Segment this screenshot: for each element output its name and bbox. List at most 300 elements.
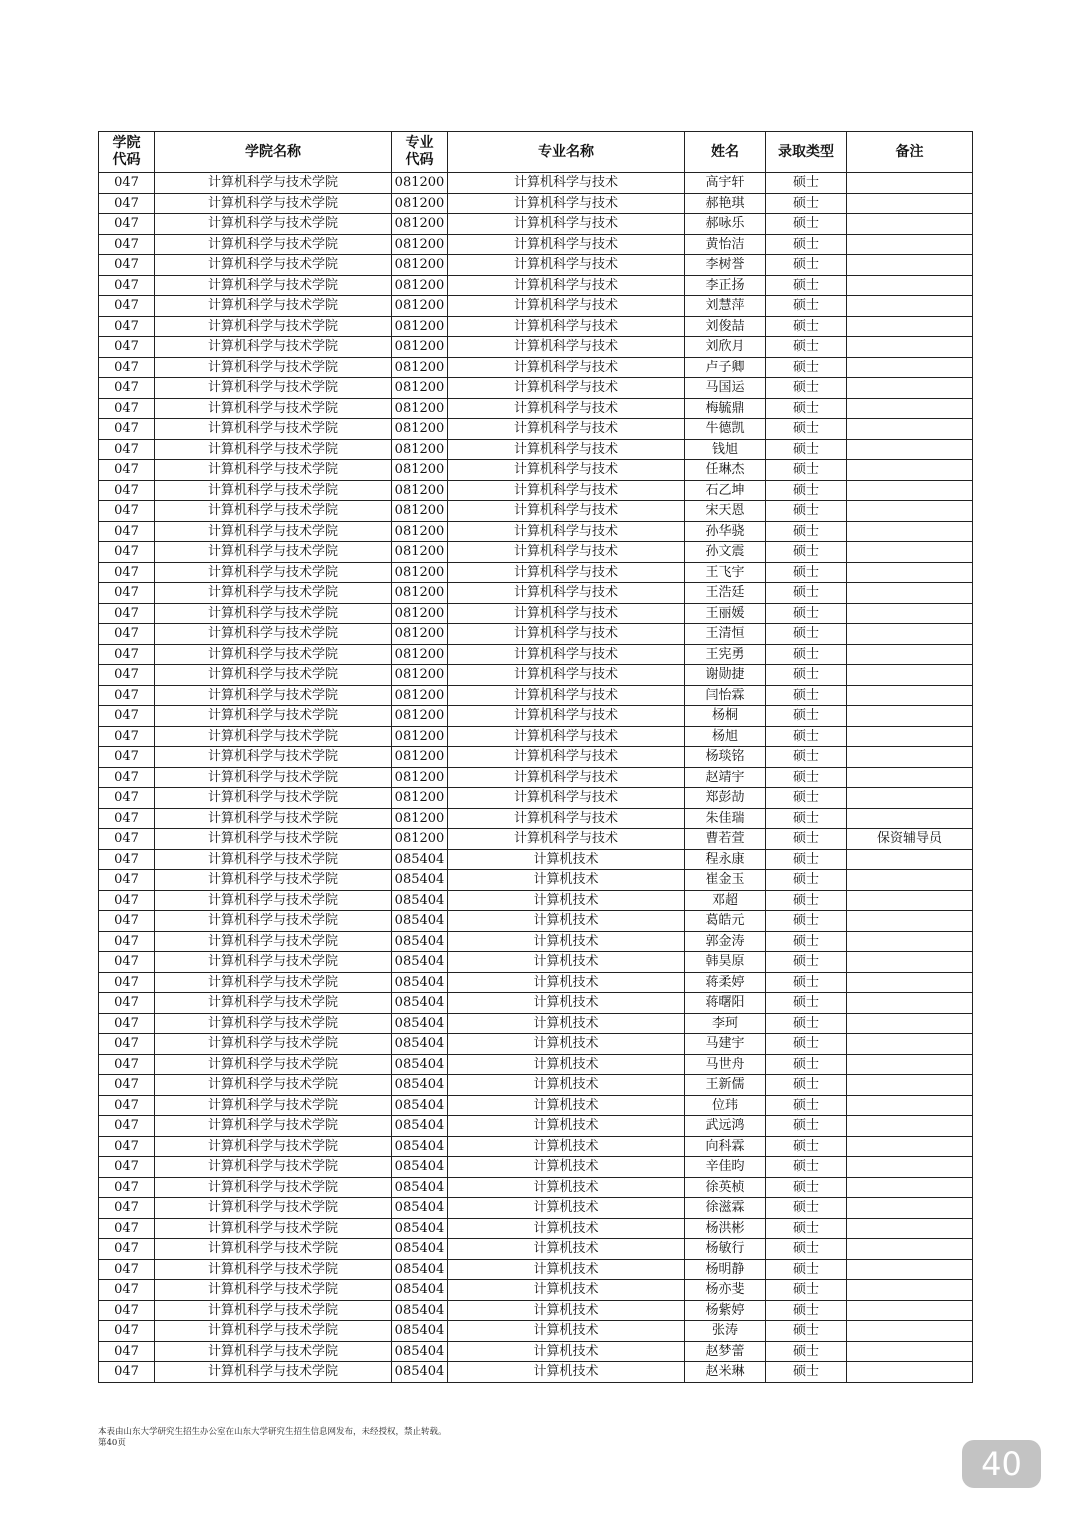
major-name-cell: 计算机科学与技术 bbox=[448, 173, 685, 194]
remarks-cell bbox=[847, 849, 973, 870]
major-name-cell: 计算机科学与技术 bbox=[448, 767, 685, 788]
major-code-cell: 085404 bbox=[392, 1198, 448, 1219]
student-name-cell: 杨明静 bbox=[685, 1259, 766, 1280]
admission-type-cell: 硕士 bbox=[766, 316, 847, 337]
admission-type-cell: 硕士 bbox=[766, 624, 847, 645]
college-code-cell: 047 bbox=[99, 747, 155, 768]
admission-type-cell: 硕士 bbox=[766, 275, 847, 296]
footer-notice: 本表由山东大学研究生招生办公室在山东大学研究生招生信息网发布，未经授权，禁止转载。 bbox=[98, 1427, 447, 1437]
table-row bbox=[99, 193, 973, 214]
table-row bbox=[99, 911, 973, 932]
admission-type-cell: 硕士 bbox=[766, 1013, 847, 1034]
college-name-cell: 计算机科学与技术学院 bbox=[155, 439, 392, 460]
college-code-cell: 047 bbox=[99, 911, 155, 932]
college-name-cell: 计算机科学与技术学院 bbox=[155, 337, 392, 358]
table-row bbox=[99, 1116, 973, 1137]
major-code-cell: 081200 bbox=[392, 193, 448, 214]
table-row bbox=[99, 1136, 973, 1157]
major-name-cell: 计算机技术 bbox=[448, 1034, 685, 1055]
college-name-cell: 计算机科学与技术学院 bbox=[155, 911, 392, 932]
college-name-cell: 计算机科学与技术学院 bbox=[155, 398, 392, 419]
college-name-cell: 计算机科学与技术学院 bbox=[155, 460, 392, 481]
admission-type-cell: 硕士 bbox=[766, 173, 847, 194]
admission-type-cell: 硕士 bbox=[766, 234, 847, 255]
col-header-major-code: 专业 代码 bbox=[392, 132, 448, 173]
col-header-name: 姓名 bbox=[685, 132, 766, 173]
admission-type-cell: 硕士 bbox=[766, 644, 847, 665]
major-code-cell: 081200 bbox=[392, 419, 448, 440]
college-code-cell: 047 bbox=[99, 316, 155, 337]
page-number-badge: 40 bbox=[962, 1440, 1041, 1488]
remarks-cell bbox=[847, 480, 973, 501]
table-row bbox=[99, 173, 973, 194]
major-code-cell: 085404 bbox=[392, 1095, 448, 1116]
college-name-cell: 计算机科学与技术学院 bbox=[155, 296, 392, 317]
college-code-cell: 047 bbox=[99, 993, 155, 1014]
major-name-cell: 计算机技术 bbox=[448, 1239, 685, 1260]
remarks-cell bbox=[847, 931, 973, 952]
major-code-cell: 085404 bbox=[392, 931, 448, 952]
student-name-cell: 葛皓元 bbox=[685, 911, 766, 932]
major-name-cell: 计算机技术 bbox=[448, 1198, 685, 1219]
college-name-cell: 计算机科学与技术学院 bbox=[155, 1218, 392, 1239]
student-name-cell: 高宇轩 bbox=[685, 173, 766, 194]
college-name-cell: 计算机科学与技术学院 bbox=[155, 275, 392, 296]
major-code-cell: 085404 bbox=[392, 890, 448, 911]
major-code-cell: 085404 bbox=[392, 1362, 448, 1383]
admission-type-cell: 硕士 bbox=[766, 890, 847, 911]
student-name-cell: 黄怡洁 bbox=[685, 234, 766, 255]
college-code-cell: 047 bbox=[99, 1280, 155, 1301]
admission-type-cell: 硕士 bbox=[766, 460, 847, 481]
admission-type-cell: 硕士 bbox=[766, 1034, 847, 1055]
remarks-cell bbox=[847, 275, 973, 296]
major-name-cell: 计算机科学与技术 bbox=[448, 460, 685, 481]
remarks-cell bbox=[847, 521, 973, 542]
student-name-cell: 刘慧萍 bbox=[685, 296, 766, 317]
college-name-cell: 计算机科学与技术学院 bbox=[155, 870, 392, 891]
table-row bbox=[99, 501, 973, 522]
admission-table bbox=[98, 131, 973, 1383]
college-name-cell: 计算机科学与技术学院 bbox=[155, 624, 392, 645]
college-code-cell: 047 bbox=[99, 1157, 155, 1178]
major-name-cell: 计算机科学与技术 bbox=[448, 193, 685, 214]
college-name-cell: 计算机科学与技术学院 bbox=[155, 1341, 392, 1362]
major-name-cell: 计算机技术 bbox=[448, 1116, 685, 1137]
college-name-cell: 计算机科学与技术学院 bbox=[155, 542, 392, 563]
admission-type-cell: 硕士 bbox=[766, 1321, 847, 1342]
student-name-cell: 牛德凯 bbox=[685, 419, 766, 440]
college-code-cell: 047 bbox=[99, 706, 155, 727]
table-row bbox=[99, 1177, 973, 1198]
table-row bbox=[99, 603, 973, 624]
table-row bbox=[99, 1013, 973, 1034]
major-name-cell: 计算机科学与技术 bbox=[448, 234, 685, 255]
major-name-cell: 计算机技术 bbox=[448, 1218, 685, 1239]
student-name-cell: 杨琰铭 bbox=[685, 747, 766, 768]
admission-type-cell: 硕士 bbox=[766, 378, 847, 399]
remarks-cell bbox=[847, 501, 973, 522]
student-name-cell: 赵米琳 bbox=[685, 1362, 766, 1383]
table-row bbox=[99, 1341, 973, 1362]
major-name-cell: 计算机科学与技术 bbox=[448, 419, 685, 440]
student-name-cell: 卢子卿 bbox=[685, 357, 766, 378]
college-code-cell: 047 bbox=[99, 234, 155, 255]
remarks-cell bbox=[847, 1362, 973, 1383]
major-code-cell: 081200 bbox=[392, 296, 448, 317]
college-name-cell: 计算机科学与技术学院 bbox=[155, 993, 392, 1014]
major-code-cell: 081200 bbox=[392, 521, 448, 542]
table-row bbox=[99, 726, 973, 747]
remarks-cell bbox=[847, 1259, 973, 1280]
student-name-cell: 梅毓鼎 bbox=[685, 398, 766, 419]
remarks-cell bbox=[847, 1034, 973, 1055]
college-code-cell: 047 bbox=[99, 439, 155, 460]
admission-type-cell: 硕士 bbox=[766, 870, 847, 891]
remarks-cell bbox=[847, 460, 973, 481]
admission-type-cell: 硕士 bbox=[766, 542, 847, 563]
student-name-cell: 杨桐 bbox=[685, 706, 766, 727]
college-code-cell: 047 bbox=[99, 1259, 155, 1280]
college-name-cell: 计算机科学与技术学院 bbox=[155, 767, 392, 788]
remarks-cell bbox=[847, 419, 973, 440]
table-row bbox=[99, 644, 973, 665]
footer-page-label: 第40页 bbox=[98, 1438, 126, 1448]
admission-type-cell: 硕士 bbox=[766, 193, 847, 214]
college-name-cell: 计算机科学与技术学院 bbox=[155, 357, 392, 378]
major-name-cell: 计算机科学与技术 bbox=[448, 788, 685, 809]
admission-type-cell: 硕士 bbox=[766, 829, 847, 850]
table-row bbox=[99, 993, 973, 1014]
admission-type-cell: 硕士 bbox=[766, 1136, 847, 1157]
college-name-cell: 计算机科学与技术学院 bbox=[155, 747, 392, 768]
major-name-cell: 计算机科学与技术 bbox=[448, 829, 685, 850]
major-name-cell: 计算机科学与技术 bbox=[448, 685, 685, 706]
college-code-cell: 047 bbox=[99, 214, 155, 235]
college-name-cell: 计算机科学与技术学院 bbox=[155, 173, 392, 194]
college-code-cell: 047 bbox=[99, 542, 155, 563]
major-name-cell: 计算机技术 bbox=[448, 972, 685, 993]
col-header-college-name: 学院名称 bbox=[155, 132, 392, 173]
table-row bbox=[99, 1280, 973, 1301]
table-row bbox=[99, 1034, 973, 1055]
college-name-cell: 计算机科学与技术学院 bbox=[155, 829, 392, 850]
college-code-cell: 047 bbox=[99, 398, 155, 419]
major-code-cell: 085404 bbox=[392, 870, 448, 891]
major-name-cell: 计算机科学与技术 bbox=[448, 316, 685, 337]
major-name-cell: 计算机科学与技术 bbox=[448, 337, 685, 358]
admission-type-cell: 硕士 bbox=[766, 1198, 847, 1219]
remarks-cell bbox=[847, 1075, 973, 1096]
college-name-cell: 计算机科学与技术学院 bbox=[155, 849, 392, 870]
college-code-cell: 047 bbox=[99, 829, 155, 850]
admission-type-cell: 硕士 bbox=[766, 788, 847, 809]
major-code-cell: 081200 bbox=[392, 357, 448, 378]
col-header-major-name: 专业名称 bbox=[448, 132, 685, 173]
admission-type-cell: 硕士 bbox=[766, 398, 847, 419]
table-row bbox=[99, 1362, 973, 1383]
major-code-cell: 081200 bbox=[392, 234, 448, 255]
college-code-cell: 047 bbox=[99, 173, 155, 194]
college-code-cell: 047 bbox=[99, 685, 155, 706]
college-name-cell: 计算机科学与技术学院 bbox=[155, 952, 392, 973]
major-name-cell: 计算机技术 bbox=[448, 849, 685, 870]
student-name-cell: 张涛 bbox=[685, 1321, 766, 1342]
table-row bbox=[99, 337, 973, 358]
remarks-cell bbox=[847, 870, 973, 891]
college-name-cell: 计算机科学与技术学院 bbox=[155, 480, 392, 501]
table-row bbox=[99, 1075, 973, 1096]
student-name-cell: 李树誉 bbox=[685, 255, 766, 276]
college-code-cell: 047 bbox=[99, 1054, 155, 1075]
student-name-cell: 孙华骁 bbox=[685, 521, 766, 542]
college-name-cell: 计算机科学与技术学院 bbox=[155, 501, 392, 522]
admission-type-cell: 硕士 bbox=[766, 767, 847, 788]
remarks-cell bbox=[847, 337, 973, 358]
remarks-cell: 保资辅导员 bbox=[847, 829, 973, 850]
table-row bbox=[99, 275, 973, 296]
college-name-cell: 计算机科学与技术学院 bbox=[155, 1259, 392, 1280]
major-code-cell: 085404 bbox=[392, 911, 448, 932]
major-code-cell: 081200 bbox=[392, 747, 448, 768]
major-name-cell: 计算机技术 bbox=[448, 1136, 685, 1157]
major-code-cell: 085404 bbox=[392, 1177, 448, 1198]
remarks-cell bbox=[847, 439, 973, 460]
admission-type-cell: 硕士 bbox=[766, 1300, 847, 1321]
remarks-cell bbox=[847, 1116, 973, 1137]
remarks-cell bbox=[847, 357, 973, 378]
college-code-cell: 047 bbox=[99, 1095, 155, 1116]
major-name-cell: 计算机科学与技术 bbox=[448, 480, 685, 501]
major-code-cell: 085404 bbox=[392, 952, 448, 973]
major-code-cell: 085404 bbox=[392, 1239, 448, 1260]
college-code-cell: 047 bbox=[99, 726, 155, 747]
major-name-cell: 计算机技术 bbox=[448, 911, 685, 932]
student-name-cell: 韩昊原 bbox=[685, 952, 766, 973]
student-name-cell: 石乙坤 bbox=[685, 480, 766, 501]
admission-type-cell: 硕士 bbox=[766, 1362, 847, 1383]
major-name-cell: 计算机技术 bbox=[448, 1280, 685, 1301]
table-row bbox=[99, 234, 973, 255]
major-name-cell: 计算机科学与技术 bbox=[448, 378, 685, 399]
college-code-cell: 047 bbox=[99, 501, 155, 522]
major-code-cell: 081200 bbox=[392, 706, 448, 727]
admission-type-cell: 硕士 bbox=[766, 1239, 847, 1260]
major-name-cell: 计算机科学与技术 bbox=[448, 562, 685, 583]
major-code-cell: 081200 bbox=[392, 460, 448, 481]
col-header-college-code: 学院 代码 bbox=[99, 132, 155, 173]
college-name-cell: 计算机科学与技术学院 bbox=[155, 521, 392, 542]
college-name-cell: 计算机科学与技术学院 bbox=[155, 1198, 392, 1219]
admission-type-cell: 硕士 bbox=[766, 972, 847, 993]
college-name-cell: 计算机科学与技术学院 bbox=[155, 562, 392, 583]
major-name-cell: 计算机科学与技术 bbox=[448, 706, 685, 727]
remarks-cell bbox=[847, 1157, 973, 1178]
college-name-cell: 计算机科学与技术学院 bbox=[155, 972, 392, 993]
admission-type-cell: 硕士 bbox=[766, 726, 847, 747]
college-name-cell: 计算机科学与技术学院 bbox=[155, 1321, 392, 1342]
major-code-cell: 081200 bbox=[392, 480, 448, 501]
college-name-cell: 计算机科学与技术学院 bbox=[155, 214, 392, 235]
table-row bbox=[99, 870, 973, 891]
admission-type-cell: 硕士 bbox=[766, 1177, 847, 1198]
major-name-cell: 计算机技术 bbox=[448, 1157, 685, 1178]
admission-type-cell: 硕士 bbox=[766, 931, 847, 952]
college-name-cell: 计算机科学与技术学院 bbox=[155, 788, 392, 809]
student-name-cell: 武远鸿 bbox=[685, 1116, 766, 1137]
major-name-cell: 计算机科学与技术 bbox=[448, 542, 685, 563]
remarks-cell bbox=[847, 398, 973, 419]
major-code-cell: 085404 bbox=[392, 1300, 448, 1321]
table-row bbox=[99, 255, 973, 276]
student-name-cell: 谢勋捷 bbox=[685, 665, 766, 686]
student-name-cell: 程永康 bbox=[685, 849, 766, 870]
admission-type-cell: 硕士 bbox=[766, 1075, 847, 1096]
admission-type-cell: 硕士 bbox=[766, 1341, 847, 1362]
college-code-cell: 047 bbox=[99, 1177, 155, 1198]
admission-type-cell: 硕士 bbox=[766, 1054, 847, 1075]
college-name-cell: 计算机科学与技术学院 bbox=[155, 193, 392, 214]
college-name-cell: 计算机科学与技术学院 bbox=[155, 378, 392, 399]
remarks-cell bbox=[847, 1280, 973, 1301]
remarks-cell bbox=[847, 1300, 973, 1321]
student-name-cell: 蒋曙阳 bbox=[685, 993, 766, 1014]
remarks-cell bbox=[847, 193, 973, 214]
table-row bbox=[99, 542, 973, 563]
table-row bbox=[99, 665, 973, 686]
student-name-cell: 杨敏行 bbox=[685, 1239, 766, 1260]
table-row bbox=[99, 460, 973, 481]
admission-type-cell: 硕士 bbox=[766, 665, 847, 686]
major-code-cell: 081200 bbox=[392, 542, 448, 563]
major-name-cell: 计算机科学与技术 bbox=[448, 439, 685, 460]
table-row bbox=[99, 767, 973, 788]
college-code-cell: 047 bbox=[99, 583, 155, 604]
major-name-cell: 计算机科学与技术 bbox=[448, 357, 685, 378]
table-row bbox=[99, 357, 973, 378]
table-row bbox=[99, 890, 973, 911]
major-name-cell: 计算机科学与技术 bbox=[448, 398, 685, 419]
remarks-cell bbox=[847, 644, 973, 665]
table-row bbox=[99, 1218, 973, 1239]
college-name-cell: 计算机科学与技术学院 bbox=[155, 1177, 392, 1198]
college-name-cell: 计算机科学与技术学院 bbox=[155, 1095, 392, 1116]
admission-type-cell: 硕士 bbox=[766, 501, 847, 522]
major-code-cell: 081200 bbox=[392, 624, 448, 645]
admission-type-cell: 硕士 bbox=[766, 521, 847, 542]
remarks-cell bbox=[847, 234, 973, 255]
remarks-cell bbox=[847, 378, 973, 399]
student-name-cell: 钱旭 bbox=[685, 439, 766, 460]
admission-type-cell: 硕士 bbox=[766, 1280, 847, 1301]
college-name-cell: 计算机科学与技术学院 bbox=[155, 1075, 392, 1096]
admission-type-cell: 硕士 bbox=[766, 480, 847, 501]
student-name-cell: 朱佳瑞 bbox=[685, 808, 766, 829]
college-code-cell: 047 bbox=[99, 1198, 155, 1219]
admission-type-cell: 硕士 bbox=[766, 357, 847, 378]
major-name-cell: 计算机科学与技术 bbox=[448, 214, 685, 235]
student-name-cell: 宋天恩 bbox=[685, 501, 766, 522]
major-name-cell: 计算机技术 bbox=[448, 1321, 685, 1342]
remarks-cell bbox=[847, 1321, 973, 1342]
admission-type-cell: 硕士 bbox=[766, 337, 847, 358]
student-name-cell: 赵梦蕾 bbox=[685, 1341, 766, 1362]
major-code-cell: 081200 bbox=[392, 439, 448, 460]
major-name-cell: 计算机科学与技术 bbox=[448, 726, 685, 747]
college-code-cell: 047 bbox=[99, 378, 155, 399]
student-name-cell: 邓超 bbox=[685, 890, 766, 911]
table-row bbox=[99, 562, 973, 583]
college-name-cell: 计算机科学与技术学院 bbox=[155, 931, 392, 952]
table-row bbox=[99, 214, 973, 235]
major-code-cell: 081200 bbox=[392, 808, 448, 829]
col-header-remarks: 备注 bbox=[847, 132, 973, 173]
remarks-cell bbox=[847, 1136, 973, 1157]
remarks-cell bbox=[847, 624, 973, 645]
student-name-cell: 刘欣月 bbox=[685, 337, 766, 358]
college-code-cell: 047 bbox=[99, 562, 155, 583]
admission-type-cell: 硕士 bbox=[766, 1259, 847, 1280]
college-code-cell: 047 bbox=[99, 788, 155, 809]
major-code-cell: 081200 bbox=[392, 337, 448, 358]
admission-type-cell: 硕士 bbox=[766, 419, 847, 440]
major-name-cell: 计算机技术 bbox=[448, 890, 685, 911]
college-code-cell: 047 bbox=[99, 931, 155, 952]
major-name-cell: 计算机科学与技术 bbox=[448, 296, 685, 317]
college-code-cell: 047 bbox=[99, 255, 155, 276]
admission-type-cell: 硕士 bbox=[766, 1116, 847, 1137]
major-code-cell: 085404 bbox=[392, 1136, 448, 1157]
remarks-cell bbox=[847, 1341, 973, 1362]
table-row bbox=[99, 624, 973, 645]
admission-type-cell: 硕士 bbox=[766, 439, 847, 460]
table-row bbox=[99, 706, 973, 727]
student-name-cell: 位玮 bbox=[685, 1095, 766, 1116]
major-name-cell: 计算机技术 bbox=[448, 1177, 685, 1198]
table-header-row bbox=[99, 132, 973, 173]
major-name-cell: 计算机技术 bbox=[448, 1095, 685, 1116]
student-name-cell: 赵靖宇 bbox=[685, 767, 766, 788]
table-row bbox=[99, 1239, 973, 1260]
remarks-cell bbox=[847, 1198, 973, 1219]
college-name-cell: 计算机科学与技术学院 bbox=[155, 1239, 392, 1260]
table-row bbox=[99, 398, 973, 419]
college-name-cell: 计算机科学与技术学院 bbox=[155, 1157, 392, 1178]
major-code-cell: 085404 bbox=[392, 1218, 448, 1239]
table-row bbox=[99, 378, 973, 399]
major-name-cell: 计算机技术 bbox=[448, 1075, 685, 1096]
college-code-cell: 047 bbox=[99, 890, 155, 911]
major-code-cell: 085404 bbox=[392, 1054, 448, 1075]
student-name-cell: 郝咏乐 bbox=[685, 214, 766, 235]
college-name-cell: 计算机科学与技术学院 bbox=[155, 316, 392, 337]
major-name-cell: 计算机技术 bbox=[448, 952, 685, 973]
table-row bbox=[99, 583, 973, 604]
major-name-cell: 计算机技术 bbox=[448, 870, 685, 891]
remarks-cell bbox=[847, 972, 973, 993]
remarks-cell bbox=[847, 214, 973, 235]
major-code-cell: 081200 bbox=[392, 583, 448, 604]
remarks-cell bbox=[847, 296, 973, 317]
college-name-cell: 计算机科学与技术学院 bbox=[155, 603, 392, 624]
major-code-cell: 085404 bbox=[392, 849, 448, 870]
college-code-cell: 047 bbox=[99, 480, 155, 501]
college-name-cell: 计算机科学与技术学院 bbox=[155, 1013, 392, 1034]
admission-type-cell: 硕士 bbox=[766, 296, 847, 317]
major-code-cell: 081200 bbox=[392, 788, 448, 809]
major-name-cell: 计算机科学与技术 bbox=[448, 521, 685, 542]
student-name-cell: 杨旭 bbox=[685, 726, 766, 747]
